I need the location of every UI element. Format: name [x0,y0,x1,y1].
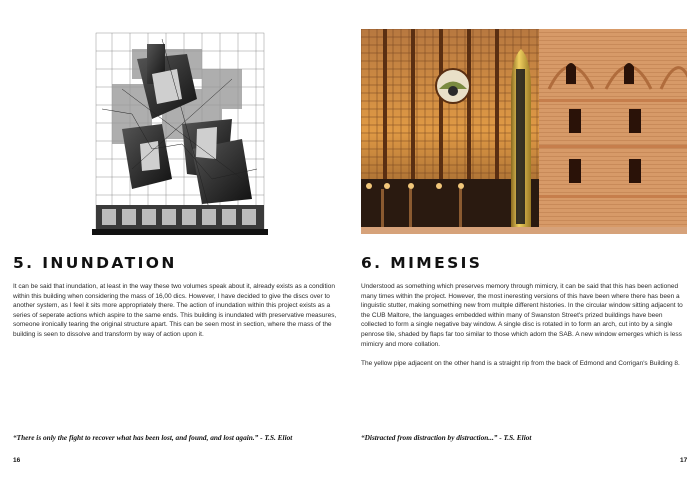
body-text [361,282,687,378]
epigraph-quote: “There is only the fight to recover what has been lost, and found, and lost again.” - T.S. Eliot [13,433,293,442]
page-number: 16 [13,457,21,464]
paragraph: The yellow pipe adjacent on the other hand is a straight rip from the back of Edmond and Corrigan's Building 8. [361,359,680,367]
section-heading: 5. INUNDATION [13,254,177,272]
epigraph-quote: “Distracted from distraction by distraction...” - T.S. Eliot [361,433,532,442]
page-number: 17 [680,457,688,464]
section-heading: 6. MIMESIS [361,254,483,272]
body-text [13,282,337,349]
mimesis-render-image [361,29,687,234]
right-page [350,0,700,494]
paragraph: Understood as something which preserves memory through mimicry, it can be said that this has been actioned many times within the project. However, the most ineresting versions of this have been where there has been a linguistic stutter, making something new from multple different histories. In the circular window sitting adjacent to the CUB Maltore, the languages embedded within many of Swanston Street's prized buildings have been collected to form a single negative bay window. A single disc is rotated in to form an arch, cut into by a single penrose tile, shaded by flaps far too similar to those which adorn the SAB. A new window emerges which is less mimicry and more collation. [361,283,683,348]
inundation-section-drawing [92,29,268,235]
paragraph: It can be said that inundation, at least in the way these two volumes speak about it, already exists as a condition within this building when considering the mass of 16,00 dics. However, I have decided to give the discs over to another system, as I feel it sits more appropriately there. The action of inundation within this project exists as a series of seperate actions which aspire to the same ends. This building is inundated with preservative measures, someone ironically tearing the original structure apart. This can be seen most in section, where the mass of the building is seen to dissolve and transform by way of action upon it. [13,283,337,338]
